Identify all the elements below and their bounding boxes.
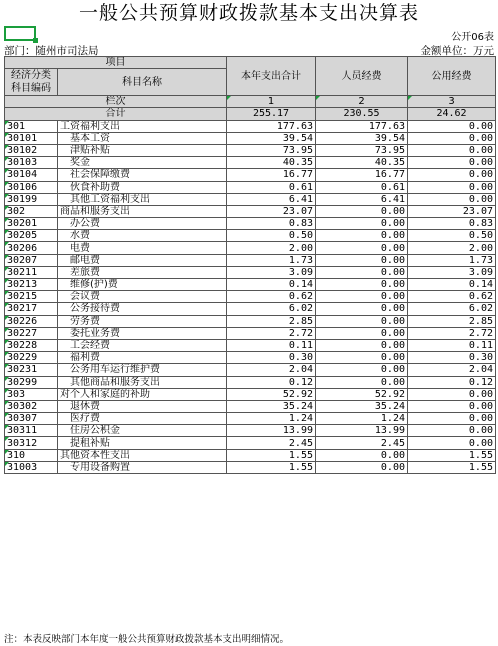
sum-public: 24.62 xyxy=(408,108,496,120)
subject-name-cell[interactable]: 提租补贴 xyxy=(58,437,227,449)
econ-code-cell[interactable]: 31003 xyxy=(5,461,58,473)
table-row xyxy=(5,157,496,169)
econ-code-cell[interactable]: 30106 xyxy=(5,181,58,193)
personnel-cell[interactable]: 0.00 xyxy=(316,291,408,303)
table-row xyxy=(5,218,496,230)
econ-code-cell[interactable]: 30211 xyxy=(5,266,58,278)
total-cell[interactable]: 0.30 xyxy=(227,352,316,364)
col-number-1: 1 xyxy=(227,96,316,108)
table-row xyxy=(5,266,496,278)
subject-name-cell[interactable]: 邮电费 xyxy=(58,254,227,266)
econ-code-cell[interactable]: 30199 xyxy=(5,193,58,205)
personnel-cell[interactable]: 0.00 xyxy=(316,230,408,242)
header-econ-code: 经济分类科目编码 xyxy=(5,69,58,96)
public-cell[interactable]: 0.00 xyxy=(408,169,496,181)
sum-personnel: 230.55 xyxy=(316,108,408,120)
subject-name-cell[interactable]: 津贴补贴 xyxy=(58,144,227,156)
table-row xyxy=(5,449,496,461)
econ-code-cell[interactable]: 30104 xyxy=(5,169,58,181)
table-row xyxy=(5,303,496,315)
table-row xyxy=(5,352,496,364)
subject-name-cell[interactable]: 电费 xyxy=(58,242,227,254)
econ-code-cell[interactable]: 30227 xyxy=(5,327,58,339)
subject-name-cell[interactable]: 社会保障缴费 xyxy=(58,169,227,181)
econ-code-cell[interactable]: 30299 xyxy=(5,376,58,388)
table-row xyxy=(5,437,496,449)
total-cell[interactable]: 0.50 xyxy=(227,230,316,242)
econ-code-cell[interactable]: 30217 xyxy=(5,303,58,315)
public-cell[interactable]: 2.00 xyxy=(408,242,496,254)
total-cell[interactable]: 35.24 xyxy=(227,400,316,412)
total-cell[interactable]: 1.55 xyxy=(227,461,316,473)
personnel-cell[interactable]: 0.00 xyxy=(316,242,408,254)
public-cell[interactable]: 1.73 xyxy=(408,254,496,266)
table-row xyxy=(5,230,496,242)
department-label: 部门：随州市司法局 xyxy=(4,45,99,57)
subject-name-cell[interactable]: 会议费 xyxy=(58,291,227,303)
public-cell[interactable]: 0.00 xyxy=(408,437,496,449)
public-cell[interactable]: 0.00 xyxy=(408,388,496,400)
econ-code-cell[interactable]: 30312 xyxy=(5,437,58,449)
total-cell[interactable]: 2.72 xyxy=(227,327,316,339)
econ-code-cell[interactable]: 30103 xyxy=(5,157,58,169)
subject-name-cell[interactable]: 奖金 xyxy=(58,157,227,169)
total-cell[interactable]: 2.04 xyxy=(227,364,316,376)
table-row xyxy=(5,279,496,291)
table-row xyxy=(5,339,496,351)
public-cell[interactable]: 0.00 xyxy=(408,132,496,144)
subject-name-cell[interactable]: 劳务费 xyxy=(58,315,227,327)
econ-code-cell[interactable]: 30206 xyxy=(5,242,58,254)
total-cell[interactable]: 40.35 xyxy=(227,157,316,169)
table-row xyxy=(5,169,496,181)
total-cell[interactable]: 0.14 xyxy=(227,279,316,291)
subject-name-cell[interactable]: 基本工资 xyxy=(58,132,227,144)
total-cell[interactable]: 2.85 xyxy=(227,315,316,327)
total-cell[interactable]: 0.83 xyxy=(227,218,316,230)
total-cell[interactable]: 177.63 xyxy=(227,120,316,132)
table-row xyxy=(5,144,496,156)
total-cell[interactable]: 52.92 xyxy=(227,388,316,400)
public-cell[interactable]: 1.55 xyxy=(408,449,496,461)
total-cell[interactable]: 23.07 xyxy=(227,205,316,217)
total-cell[interactable]: 73.95 xyxy=(227,144,316,156)
table-row xyxy=(5,388,496,400)
econ-code-cell[interactable]: 30228 xyxy=(5,339,58,351)
total-cell[interactable]: 16.77 xyxy=(227,169,316,181)
personnel-cell[interactable]: 2.45 xyxy=(316,437,408,449)
econ-code-cell[interactable]: 30229 xyxy=(5,352,58,364)
public-cell[interactable]: 0.14 xyxy=(408,279,496,291)
subject-name-cell[interactable]: 水费 xyxy=(58,230,227,242)
header-subject-name: 科目名称 xyxy=(58,69,227,96)
personnel-cell[interactable]: 6.41 xyxy=(316,193,408,205)
total-cell[interactable]: 6.02 xyxy=(227,303,316,315)
econ-code-cell[interactable]: 310 xyxy=(5,449,58,461)
public-cell[interactable]: 2.72 xyxy=(408,327,496,339)
personnel-cell[interactable]: 35.24 xyxy=(316,400,408,412)
public-cell[interactable]: 1.55 xyxy=(408,461,496,473)
personnel-cell[interactable]: 0.00 xyxy=(316,327,408,339)
public-cell[interactable]: 0.50 xyxy=(408,230,496,242)
personnel-cell[interactable]: 39.54 xyxy=(316,132,408,144)
subject-name-cell[interactable]: 其他工资福利支出 xyxy=(58,193,227,205)
sum-total: 255.17 xyxy=(227,108,316,120)
public-cell[interactable]: 0.30 xyxy=(408,352,496,364)
econ-code-cell[interactable]: 30102 xyxy=(5,144,58,156)
subject-name-cell[interactable]: 其他商品和服务支出 xyxy=(58,376,227,388)
unit-label: 金额单位：万元 xyxy=(420,45,494,57)
public-cell[interactable]: 2.04 xyxy=(408,364,496,376)
table-row xyxy=(5,132,496,144)
report-title: 一般公共预算财政拨款基本支出决算表 xyxy=(78,2,419,24)
public-cell[interactable]: 0.11 xyxy=(408,339,496,351)
econ-code-cell[interactable]: 30201 xyxy=(5,218,58,230)
total-cell[interactable]: 39.54 xyxy=(227,132,316,144)
table-row xyxy=(5,461,496,473)
expenditure-table xyxy=(4,56,496,474)
total-cell[interactable]: 0.61 xyxy=(227,181,316,193)
public-cell[interactable]: 0.00 xyxy=(408,425,496,437)
personnel-cell[interactable]: 1.24 xyxy=(316,413,408,425)
econ-code-cell[interactable]: 30213 xyxy=(5,279,58,291)
econ-code-cell[interactable]: 301 xyxy=(5,120,58,132)
public-cell[interactable]: 23.07 xyxy=(408,205,496,217)
subject-name-cell[interactable]: 住房公积金 xyxy=(58,425,227,437)
total-cell[interactable]: 1.55 xyxy=(227,449,316,461)
table-row xyxy=(5,120,496,132)
personnel-cell[interactable]: 40.35 xyxy=(316,157,408,169)
econ-code-cell[interactable]: 30205 xyxy=(5,230,58,242)
total-cell[interactable]: 6.41 xyxy=(227,193,316,205)
personnel-cell[interactable]: 0.00 xyxy=(316,364,408,376)
personnel-cell[interactable]: 0.00 xyxy=(316,266,408,278)
footnote: 注：本表反映部门本年度一般公共预算财政拨款基本支出明细情况。 xyxy=(4,634,290,645)
personnel-cell[interactable]: 0.00 xyxy=(316,205,408,217)
subject-name-cell[interactable]: 对个人和家庭的补助 xyxy=(58,388,227,400)
econ-code-cell[interactable]: 303 xyxy=(5,388,58,400)
public-cell[interactable]: 0.00 xyxy=(408,157,496,169)
public-cell[interactable]: 3.09 xyxy=(408,266,496,278)
personnel-cell[interactable]: 0.61 xyxy=(316,181,408,193)
subject-name-cell[interactable]: 福利费 xyxy=(58,352,227,364)
public-cell[interactable]: 0.00 xyxy=(408,413,496,425)
public-cell[interactable]: 0.00 xyxy=(408,181,496,193)
col-number-2: 2 xyxy=(316,96,408,108)
table-row xyxy=(5,291,496,303)
table-row xyxy=(5,315,496,327)
public-cell[interactable]: 0.00 xyxy=(408,144,496,156)
subject-name-cell[interactable]: 专用设备购置 xyxy=(58,461,227,473)
table-row xyxy=(5,181,496,193)
total-cell[interactable]: 1.24 xyxy=(227,413,316,425)
econ-code-cell[interactable]: 30311 xyxy=(5,425,58,437)
public-cell[interactable]: 0.83 xyxy=(408,218,496,230)
public-cell[interactable]: 2.85 xyxy=(408,315,496,327)
table-row xyxy=(5,205,496,217)
econ-code-cell[interactable]: 302 xyxy=(5,205,58,217)
col-number-3: 3 xyxy=(408,96,496,108)
total-cell[interactable]: 0.12 xyxy=(227,376,316,388)
personnel-cell[interactable]: 0.00 xyxy=(316,218,408,230)
econ-code-cell[interactable]: 30101 xyxy=(5,132,58,144)
header-total: 本年支出合计 xyxy=(227,57,316,96)
header-column-row: 栏次 xyxy=(5,96,227,108)
personnel-cell[interactable]: 0.00 xyxy=(316,315,408,327)
table-row xyxy=(5,413,496,425)
subject-name-cell[interactable]: 医疗费 xyxy=(58,413,227,425)
subject-name-cell[interactable]: 工会经费 xyxy=(58,339,227,351)
public-cell[interactable]: 0.12 xyxy=(408,376,496,388)
personnel-cell[interactable]: 0.00 xyxy=(316,254,408,266)
personnel-cell[interactable]: 0.00 xyxy=(316,279,408,291)
header-public: 公用经费 xyxy=(408,57,496,96)
personnel-cell[interactable]: 73.95 xyxy=(316,144,408,156)
table-row xyxy=(5,254,496,266)
econ-code-cell[interactable]: 30226 xyxy=(5,315,58,327)
econ-code-cell[interactable]: 30302 xyxy=(5,400,58,412)
subject-name-cell[interactable]: 其他资本性支出 xyxy=(58,449,227,461)
econ-code-cell[interactable]: 30231 xyxy=(5,364,58,376)
total-cell[interactable]: 13.99 xyxy=(227,425,316,437)
table-row xyxy=(5,400,496,412)
personnel-cell[interactable]: 0.00 xyxy=(316,376,408,388)
table-row xyxy=(5,193,496,205)
header-item: 项目 xyxy=(5,57,227,69)
total-cell[interactable]: 0.11 xyxy=(227,339,316,351)
total-cell[interactable]: 0.62 xyxy=(227,291,316,303)
public-cell[interactable]: 0.00 xyxy=(408,400,496,412)
personnel-cell[interactable]: 52.92 xyxy=(316,388,408,400)
subject-name-cell[interactable]: 维修(护)费 xyxy=(58,279,227,291)
personnel-cell[interactable]: 177.63 xyxy=(316,120,408,132)
total-cell[interactable]: 2.00 xyxy=(227,242,316,254)
table-row xyxy=(5,425,496,437)
header-personnel: 人员经费 xyxy=(316,57,408,96)
subject-name-cell[interactable]: 差旅费 xyxy=(58,266,227,278)
subject-name-cell[interactable]: 伙食补助费 xyxy=(58,181,227,193)
personnel-cell[interactable]: 16.77 xyxy=(316,169,408,181)
subject-name-cell[interactable]: 工资福利支出 xyxy=(58,120,227,132)
form-code: 公开06表 xyxy=(451,32,494,43)
subject-name-cell[interactable]: 商品和服务支出 xyxy=(58,205,227,217)
econ-code-cell[interactable]: 30215 xyxy=(5,291,58,303)
personnel-cell[interactable]: 0.00 xyxy=(316,449,408,461)
table-row xyxy=(5,364,496,376)
table-row xyxy=(5,242,496,254)
econ-code-cell[interactable]: 30307 xyxy=(5,413,58,425)
personnel-cell[interactable]: 13.99 xyxy=(316,425,408,437)
subject-name-cell[interactable]: 委托业务费 xyxy=(58,327,227,339)
subject-name-cell[interactable]: 办公费 xyxy=(58,218,227,230)
subject-name-cell[interactable]: 公务用车运行维护费 xyxy=(58,364,227,376)
subject-name-cell[interactable]: 公务接待费 xyxy=(58,303,227,315)
public-cell[interactable]: 0.00 xyxy=(408,193,496,205)
sum-label: 合计 xyxy=(5,108,227,120)
table-row xyxy=(5,376,496,388)
total-cell[interactable]: 1.73 xyxy=(227,254,316,266)
public-cell[interactable]: 6.02 xyxy=(408,303,496,315)
table-row xyxy=(5,327,496,339)
public-cell[interactable]: 0.62 xyxy=(408,291,496,303)
public-cell[interactable]: 0.00 xyxy=(408,120,496,132)
personnel-cell[interactable]: 0.00 xyxy=(316,303,408,315)
subject-name-cell[interactable]: 退休费 xyxy=(58,400,227,412)
total-cell[interactable]: 2.45 xyxy=(227,437,316,449)
total-cell[interactable]: 3.09 xyxy=(227,266,316,278)
econ-code-cell[interactable]: 30207 xyxy=(5,254,58,266)
cell-selection-cursor[interactable] xyxy=(4,26,36,41)
personnel-cell[interactable]: 0.00 xyxy=(316,461,408,473)
personnel-cell[interactable]: 0.00 xyxy=(316,352,408,364)
personnel-cell[interactable]: 0.00 xyxy=(316,339,408,351)
